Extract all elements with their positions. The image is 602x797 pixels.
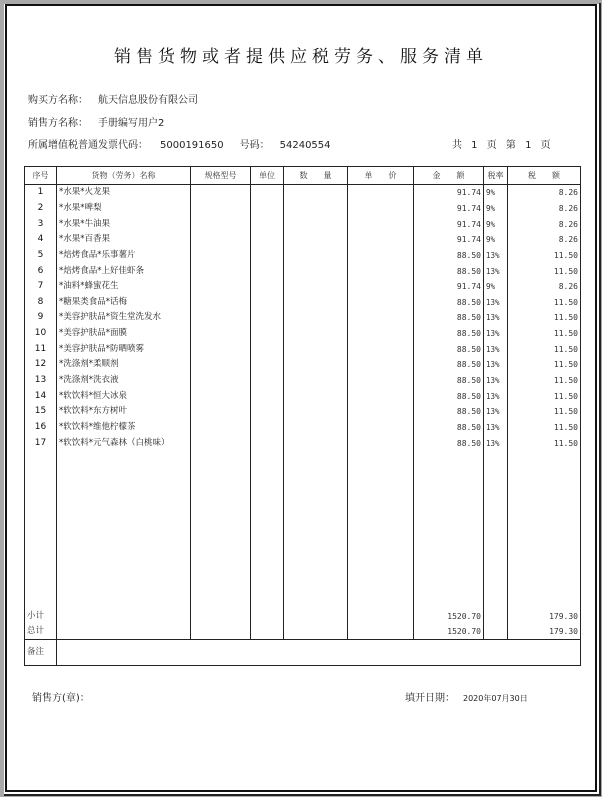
remark-value	[57, 639, 581, 665]
item-tax: 11.50	[508, 263, 581, 279]
item-unit	[251, 294, 284, 310]
item-qty	[284, 185, 348, 201]
buyer-line	[28, 91, 198, 106]
item-spec	[191, 420, 251, 436]
item-name: *水果*百香果	[57, 232, 191, 248]
item-unit	[251, 201, 284, 217]
seller-line	[28, 114, 164, 129]
item-qty	[284, 232, 348, 248]
item-name: *水果*牛油果	[57, 216, 191, 232]
item-name: *软饮料*东方树叶	[57, 404, 191, 420]
table-row	[25, 279, 581, 295]
item-qty	[284, 341, 348, 357]
table-row	[25, 263, 581, 279]
table-row	[25, 357, 581, 373]
item-tax: 8.26	[508, 216, 581, 232]
item-spec	[191, 279, 251, 295]
page-count: 共 1 页 第 1 页	[452, 140, 551, 151]
table-row	[25, 232, 581, 248]
item-tax: 8.26	[508, 232, 581, 248]
col-header-tax: 税 额	[508, 167, 581, 185]
issue-date	[405, 689, 528, 704]
table-row	[25, 248, 581, 264]
item-spec	[191, 435, 251, 451]
row-number: 15	[25, 404, 57, 420]
item-qty	[284, 294, 348, 310]
item-spec	[191, 373, 251, 389]
item-amount: 91.74	[414, 279, 484, 295]
item-qty	[284, 357, 348, 373]
item-tax: 11.50	[508, 388, 581, 404]
item-name: *焙烤食品*乐事薯片	[57, 248, 191, 264]
item-amount: 88.50	[414, 341, 484, 357]
item-price	[348, 326, 414, 342]
row-number: 9	[25, 310, 57, 326]
item-spec	[191, 404, 251, 420]
item-spec	[191, 248, 251, 264]
table-row	[25, 294, 581, 310]
item-qty	[284, 326, 348, 342]
item-unit	[251, 185, 284, 201]
remark-row	[25, 639, 581, 665]
item-qty	[284, 201, 348, 217]
invoice-line	[28, 136, 331, 151]
item-unit	[251, 404, 284, 420]
item-unit	[251, 341, 284, 357]
item-price	[348, 201, 414, 217]
table-row	[25, 201, 581, 217]
item-qty	[284, 279, 348, 295]
invoice-number-label: 号码：	[239, 140, 270, 151]
table-row	[25, 185, 581, 201]
item-amount: 88.50	[414, 435, 484, 451]
item-spec	[191, 232, 251, 248]
item-price	[348, 357, 414, 373]
item-tax-rate: 13%	[484, 310, 508, 326]
item-name: *油料*蜂蜜花生	[57, 279, 191, 295]
item-tax-rate: 13%	[484, 388, 508, 404]
item-name: *洗涤剂*洗衣液	[57, 373, 191, 389]
item-amount: 88.50	[414, 388, 484, 404]
item-tax: 11.50	[508, 341, 581, 357]
table-row	[25, 420, 581, 436]
item-spec	[191, 310, 251, 326]
row-number: 17	[25, 435, 57, 451]
total-amount: 1520.70	[414, 624, 484, 640]
item-amount: 88.50	[414, 373, 484, 389]
item-unit	[251, 310, 284, 326]
item-name: *美容护肤品*防晒喷雾	[57, 341, 191, 357]
invoice-code: 5000191650	[160, 140, 224, 151]
col-header-spec: 规格型号	[191, 167, 251, 185]
col-header-name: 货物（劳务）名称	[57, 167, 191, 185]
table-row	[25, 216, 581, 232]
item-amount: 91.74	[414, 201, 484, 217]
col-header-unit: 单位	[251, 167, 284, 185]
row-number: 8	[25, 294, 57, 310]
seller-seal	[32, 689, 90, 704]
item-name: *美容护肤品*面膜	[57, 326, 191, 342]
col-header-qty: 数 量	[284, 167, 348, 185]
table-row	[25, 310, 581, 326]
item-tax-rate: 13%	[484, 435, 508, 451]
item-amount: 91.74	[414, 185, 484, 201]
item-price	[348, 263, 414, 279]
item-amount: 91.74	[414, 232, 484, 248]
row-number: 14	[25, 388, 57, 404]
item-amount: 88.50	[414, 420, 484, 436]
buyer-label: 购买方名称：	[28, 95, 88, 106]
row-number: 1	[25, 185, 57, 201]
item-tax: 11.50	[508, 310, 581, 326]
item-price	[348, 216, 414, 232]
col-header-price: 单 价	[348, 167, 414, 185]
invoice-code-label: 所属增值税普通发票代码：	[28, 140, 148, 151]
item-tax: 11.50	[508, 435, 581, 451]
col-header-amount: 金 额	[414, 167, 484, 185]
item-spec	[191, 388, 251, 404]
row-number: 2	[25, 201, 57, 217]
table-row	[25, 435, 581, 451]
item-tax-rate: 13%	[484, 326, 508, 342]
document-title: 销售货物或者提供应税劳务、服务清单	[114, 47, 488, 67]
item-spec	[191, 341, 251, 357]
item-name: *软饮料*元气森林（白桃味）	[57, 435, 191, 451]
empty-space-row	[25, 451, 581, 609]
subtotal-row	[25, 609, 581, 624]
table-row	[25, 373, 581, 389]
subtotal-label: 小计	[25, 609, 57, 624]
item-price	[348, 310, 414, 326]
item-spec	[191, 326, 251, 342]
item-amount: 88.50	[414, 404, 484, 420]
total-label: 总计	[25, 624, 57, 640]
item-name: *洗涤剂*柔顺剂	[57, 357, 191, 373]
seller-seal-label: 销售方(章)：	[32, 693, 90, 704]
issue-date-label: 填开日期：	[405, 693, 455, 704]
item-tax: 11.50	[508, 326, 581, 342]
item-tax-rate: 9%	[484, 216, 508, 232]
row-number: 10	[25, 326, 57, 342]
table-row	[25, 341, 581, 357]
remark-label: 备注	[25, 639, 57, 665]
invoice-number: 54240554	[279, 140, 331, 151]
item-spec	[191, 185, 251, 201]
seller-name: 手册编写用户2	[98, 118, 165, 129]
item-qty	[284, 248, 348, 264]
row-number: 4	[25, 232, 57, 248]
item-tax-rate: 13%	[484, 357, 508, 373]
item-name: *糖果类食品*话梅	[57, 294, 191, 310]
item-unit	[251, 357, 284, 373]
item-tax-rate: 13%	[484, 404, 508, 420]
item-spec	[191, 357, 251, 373]
item-spec	[191, 201, 251, 217]
item-name: *软饮料*维他柠檬茶	[57, 420, 191, 436]
item-name: *焙烤食品*上好佳虾条	[57, 263, 191, 279]
item-price	[348, 435, 414, 451]
item-tax: 11.50	[508, 373, 581, 389]
item-price	[348, 420, 414, 436]
item-unit	[251, 388, 284, 404]
item-qty	[284, 420, 348, 436]
item-spec	[191, 263, 251, 279]
item-tax: 11.50	[508, 357, 581, 373]
item-unit	[251, 263, 284, 279]
item-price	[348, 341, 414, 357]
item-tax: 8.26	[508, 185, 581, 201]
col-header-rate: 税率	[484, 167, 508, 185]
item-price	[348, 248, 414, 264]
item-qty	[284, 216, 348, 232]
item-price	[348, 294, 414, 310]
item-qty	[284, 373, 348, 389]
item-amount: 88.50	[414, 326, 484, 342]
item-qty	[284, 263, 348, 279]
table-header-row	[25, 167, 581, 185]
item-tax-rate: 9%	[484, 279, 508, 295]
item-tax-rate: 13%	[484, 373, 508, 389]
table-row	[25, 388, 581, 404]
table-row	[25, 404, 581, 420]
item-name: *软饮料*恒大冰泉	[57, 388, 191, 404]
item-amount: 88.50	[414, 357, 484, 373]
col-header-no: 序号	[25, 167, 57, 185]
item-spec	[191, 294, 251, 310]
item-price	[348, 404, 414, 420]
item-price	[348, 232, 414, 248]
item-tax-rate: 9%	[484, 232, 508, 248]
total-row	[25, 624, 581, 640]
item-price	[348, 279, 414, 295]
item-qty	[284, 404, 348, 420]
subtotal-amount: 1520.70	[414, 609, 484, 624]
item-unit	[251, 326, 284, 342]
item-amount: 91.74	[414, 216, 484, 232]
table-row	[25, 326, 581, 342]
item-tax-rate: 13%	[484, 341, 508, 357]
items-table	[24, 166, 581, 666]
item-unit	[251, 232, 284, 248]
item-amount: 88.50	[414, 263, 484, 279]
item-price	[348, 373, 414, 389]
item-name: *水果*火龙果	[57, 185, 191, 201]
subtotal-tax: 179.30	[508, 609, 581, 624]
item-unit	[251, 279, 284, 295]
item-qty	[284, 388, 348, 404]
item-tax: 11.50	[508, 404, 581, 420]
buyer-name: 航天信息股份有限公司	[98, 95, 198, 106]
item-amount: 88.50	[414, 310, 484, 326]
item-tax-rate: 13%	[484, 420, 508, 436]
item-tax: 8.26	[508, 201, 581, 217]
row-number: 12	[25, 357, 57, 373]
item-amount: 88.50	[414, 294, 484, 310]
row-number: 11	[25, 341, 57, 357]
item-tax: 8.26	[508, 279, 581, 295]
total-tax: 179.30	[508, 624, 581, 640]
item-tax: 11.50	[508, 248, 581, 264]
item-tax-rate: 9%	[484, 201, 508, 217]
item-unit	[251, 216, 284, 232]
item-name: *美容护肤品*资生堂洗发水	[57, 310, 191, 326]
item-tax: 11.50	[508, 420, 581, 436]
item-tax: 11.50	[508, 294, 581, 310]
item-name: *水果*啤梨	[57, 201, 191, 217]
item-price	[348, 388, 414, 404]
item-qty	[284, 435, 348, 451]
item-tax-rate: 13%	[484, 248, 508, 264]
item-price	[348, 185, 414, 201]
issue-date-value: 2020年07月30日	[463, 694, 528, 703]
item-tax-rate: 13%	[484, 294, 508, 310]
item-spec	[191, 216, 251, 232]
item-qty	[284, 310, 348, 326]
item-unit	[251, 420, 284, 436]
seller-label: 销售方名称：	[28, 118, 88, 129]
item-amount: 88.50	[414, 248, 484, 264]
item-unit	[251, 248, 284, 264]
row-number: 7	[25, 279, 57, 295]
row-number: 3	[25, 216, 57, 232]
item-unit	[251, 373, 284, 389]
row-number: 6	[25, 263, 57, 279]
row-number: 5	[25, 248, 57, 264]
item-tax-rate: 9%	[484, 185, 508, 201]
item-tax-rate: 13%	[484, 263, 508, 279]
row-number: 13	[25, 373, 57, 389]
item-unit	[251, 435, 284, 451]
row-number: 16	[25, 420, 57, 436]
